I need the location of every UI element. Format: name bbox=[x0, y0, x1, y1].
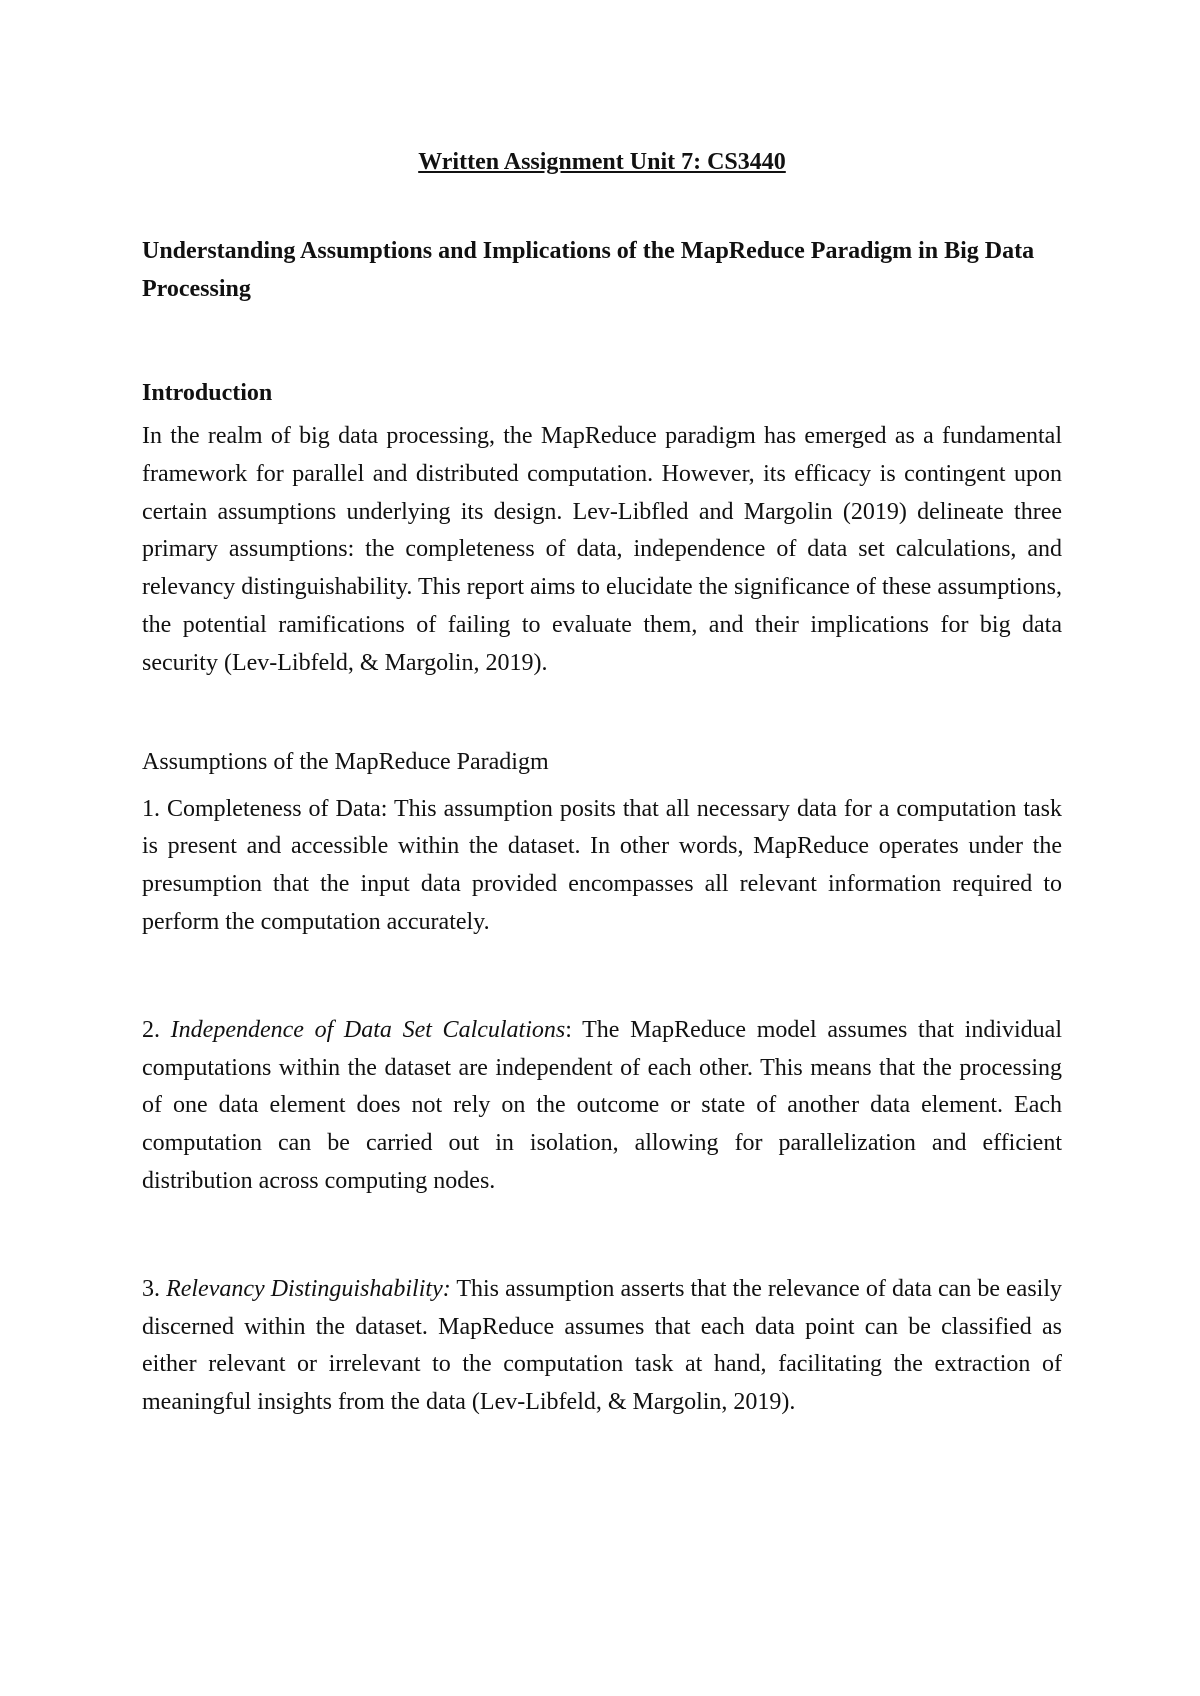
assumption-term: Completeness of Data: bbox=[166, 795, 388, 822]
assumption-number: 2. bbox=[142, 1016, 171, 1043]
assumption-term: Independence of Data Set Calculations bbox=[170, 1016, 566, 1043]
assumption-number: 3. bbox=[142, 1275, 167, 1302]
assumptions-heading: Assumptions of the MapReduce Paradigm bbox=[142, 748, 549, 775]
introduction-heading: Introduction bbox=[142, 380, 273, 406]
assumption-term: Relevancy Distinguishability: bbox=[166, 1275, 451, 1302]
assumption-text: This assumption asserts that the relevance of data can be easily discerned within the dataset. MapReduce assumes that each data point can be classified as either relevant or irrelevant to the computation task at hand, facilitating the extraction of meaningful insights from the data (Lev-Libfeld, & Margolin, 2019). bbox=[142, 1275, 1063, 1416]
assumption-item-completeness bbox=[142, 791, 1062, 942]
assumption-number: 1. bbox=[142, 795, 167, 822]
introduction-paragraph: In the realm of big data processing, the MapReduce paradigm has emerged as a fundamental framework for parallel and distributed computation. However, its efficacy is contingent upon certain assumptions underlying its design. Lev-Libfled and Margolin (2019) delineate three primary assumptions: the completeness of data, independence of data set calculations, and relevancy distinguishability. This report aims to elucidate the significance of these assumptions, the potential ramifications of failing to evaluate them, and their implications for big data security (Lev-Libfeld, & Margolin, 2019). bbox=[142, 423, 1062, 676]
assumption-text: : The MapReduce model assumes that individual computations within the dataset are independent of each other. This means that the processing of one data element does not rely on the outcome or state of another data element. Each computation can be carried out in isolation, allowing for parallelization and efficient distribution across computing nodes. bbox=[142, 1016, 1063, 1194]
assumption-item-relevancy bbox=[142, 1271, 1062, 1422]
assumption-text: This assumption posits that all necessary data for a computation task is present and accessible within the dataset. In other words, MapReduce operates under the presumption that the input data provided encompasses all relevant information required to perform the computation accurately. bbox=[142, 795, 1062, 935]
document-content bbox=[142, 140, 1062, 1422]
document-subtitle: Understanding Assumptions and Implications of the MapReduce Paradigm in Big Data Processing bbox=[142, 238, 1035, 302]
assumption-item-independence bbox=[142, 1012, 1062, 1201]
document-title: Written Assignment Unit 7: CS3440 bbox=[418, 149, 786, 175]
